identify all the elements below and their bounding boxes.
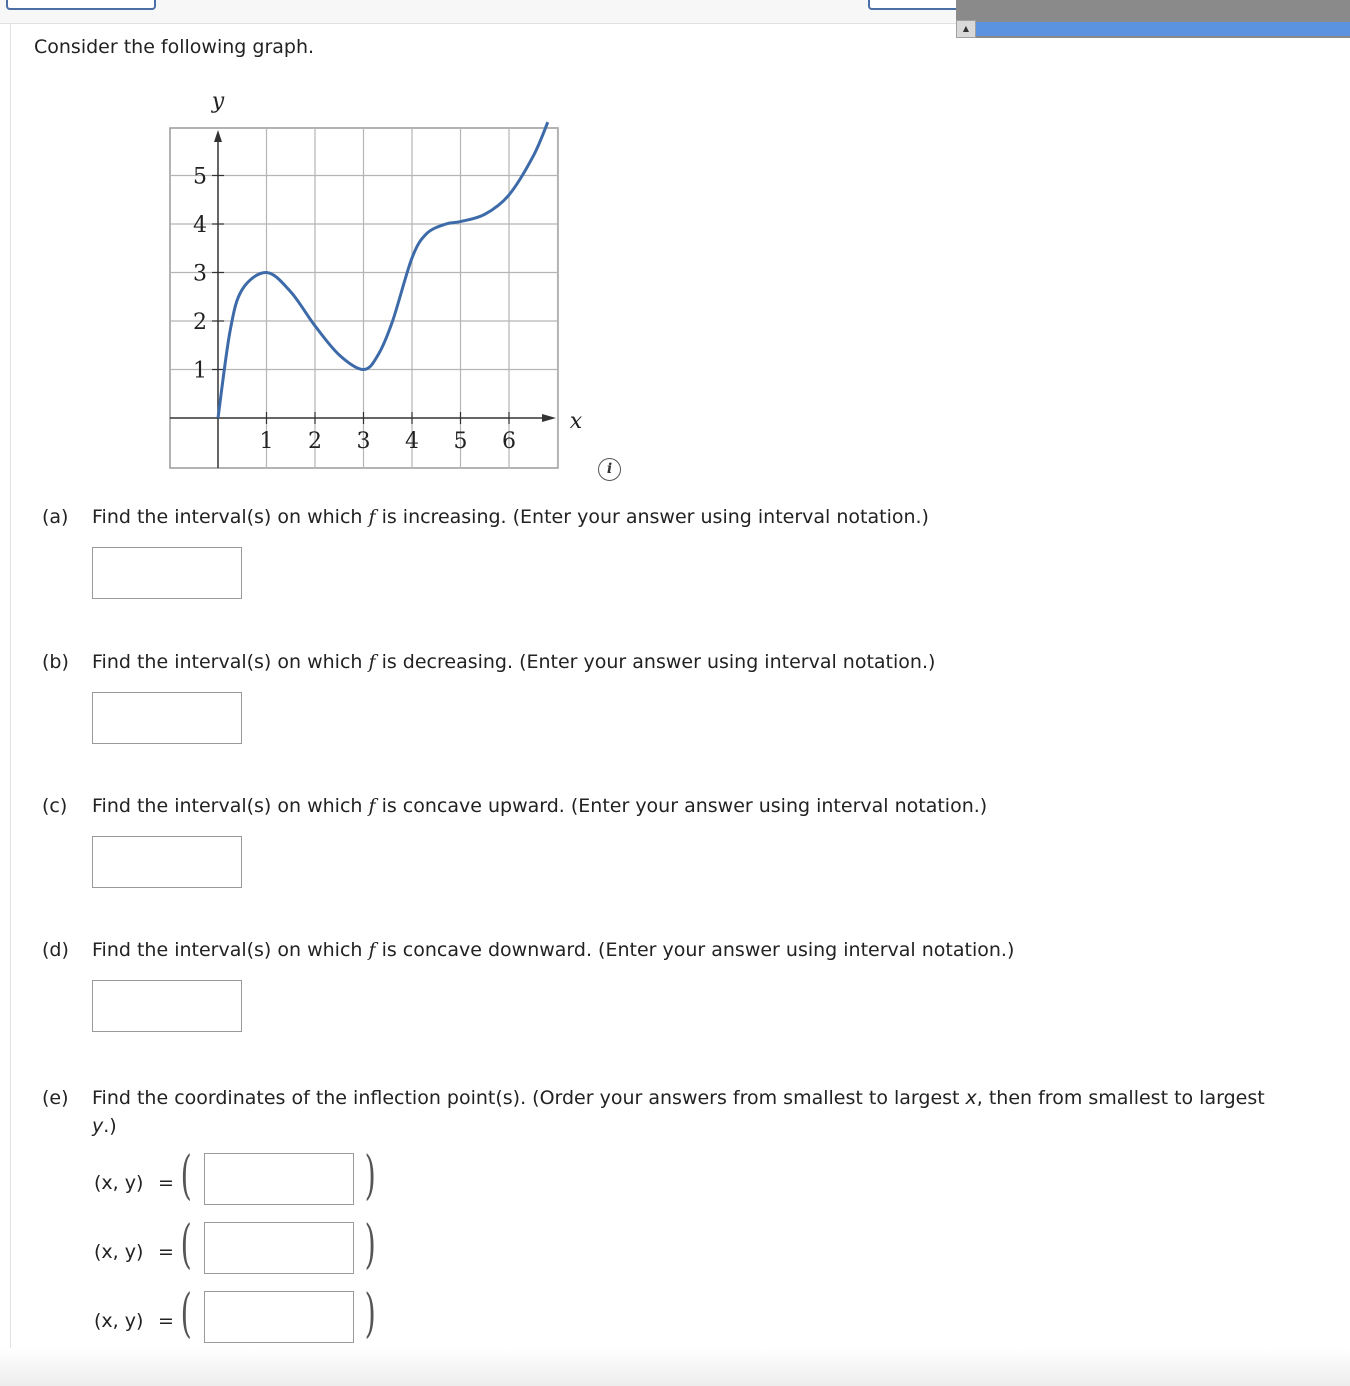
- scroll-up-arrow-icon[interactable]: ▲: [956, 20, 976, 38]
- close-paren-2: ): [364, 1215, 376, 1275]
- equals-sign-1: =: [158, 1172, 174, 1194]
- question-d-text-after: is concave downward. (Enter your answer using interval notation.): [375, 939, 1015, 961]
- inflection-point-input-1[interactable]: [204, 1153, 354, 1205]
- answer-input-c[interactable]: [92, 836, 242, 888]
- question-b-var: f: [368, 651, 376, 673]
- x-tick-label: 1: [259, 429, 274, 454]
- equals-sign-2: =: [158, 1241, 174, 1263]
- equals-sign-3: =: [158, 1310, 174, 1332]
- question-a-text-after: is increasing. (Enter your answer using interval notation.): [375, 506, 929, 528]
- question-d-var: f: [368, 939, 376, 961]
- x-axis-label: x: [569, 409, 583, 434]
- x-axis-arrow-icon: [542, 414, 556, 422]
- info-icon[interactable]: i: [598, 458, 621, 481]
- inflection-point-input-2[interactable]: [204, 1222, 354, 1274]
- question-a-text-before: Find the interval(s) on which: [92, 506, 369, 528]
- open-paren-1: (: [180, 1146, 192, 1206]
- question-c: [42, 795, 987, 817]
- x-tick-label: 5: [453, 429, 468, 454]
- question-c-letter: (c): [42, 795, 68, 817]
- close-paren-1: ): [364, 1146, 376, 1206]
- question-d: [42, 939, 1014, 961]
- y-tick-label: 1: [193, 358, 207, 384]
- y-tick-label: 4: [193, 213, 207, 238]
- answer-input-d[interactable]: [92, 980, 242, 1032]
- function-graph: [160, 80, 590, 472]
- question-b-letter: (b): [42, 651, 69, 673]
- question-e-text-1: Find the coordinates of the inflection point(s). (Order your answers from smallest to largest: [92, 1087, 966, 1109]
- x-tick-label: 4: [405, 429, 419, 454]
- open-paren-3: (: [180, 1284, 192, 1344]
- close-paren-3: ): [364, 1284, 376, 1344]
- y-tick-label: 2: [193, 310, 207, 335]
- question-c-text-before: Find the interval(s) on which: [92, 795, 369, 817]
- question-b: [42, 651, 935, 673]
- answer-input-b[interactable]: [92, 692, 242, 744]
- coord-label-2: (x, y): [94, 1241, 144, 1263]
- question-e-text-2: , then from smallest to largest: [976, 1087, 1265, 1109]
- bottom-fade: [0, 1348, 1350, 1386]
- open-paren-2: (: [180, 1215, 192, 1275]
- coord-label-3: (x, y): [94, 1310, 144, 1332]
- y-axis-label: y: [211, 89, 225, 114]
- inflection-point-input-3[interactable]: [204, 1291, 354, 1343]
- question-d-text-before: Find the interval(s) on which: [92, 939, 369, 961]
- x-tick-label: 6: [502, 429, 516, 454]
- question-e-var-y: y: [92, 1115, 104, 1137]
- question-b-text-before: Find the interval(s) on which: [92, 651, 369, 673]
- question-a-letter: (a): [42, 506, 69, 528]
- question-e-text-3: .): [103, 1115, 117, 1137]
- question-d-letter: (d): [42, 939, 69, 961]
- y-axis-arrow-icon: [214, 130, 222, 142]
- scrollbar-thumb[interactable]: [976, 22, 1350, 36]
- question-e-text: [92, 1084, 1332, 1140]
- intro-text: Consider the following graph.: [34, 36, 315, 58]
- question-a-var: f: [368, 506, 376, 528]
- x-tick-label: 2: [308, 429, 322, 454]
- question-c-var: f: [368, 795, 376, 817]
- y-tick-label: 3: [193, 261, 207, 287]
- question-a: [42, 506, 929, 528]
- x-tick-label: 3: [356, 429, 371, 454]
- function-curve: [218, 122, 548, 418]
- question-e-var-x: x: [965, 1087, 977, 1109]
- question-c-text-after: is concave upward. (Enter your answer using interval notation.): [375, 795, 988, 817]
- y-tick-label: 5: [193, 164, 207, 190]
- answer-input-a[interactable]: [92, 547, 242, 599]
- question-e-letter: (e): [42, 1087, 69, 1109]
- top-tab-left[interactable]: [6, 0, 156, 10]
- coord-label-1: (x, y): [94, 1172, 144, 1194]
- question-b-text-after: is decreasing. (Enter your answer using interval notation.): [375, 651, 936, 673]
